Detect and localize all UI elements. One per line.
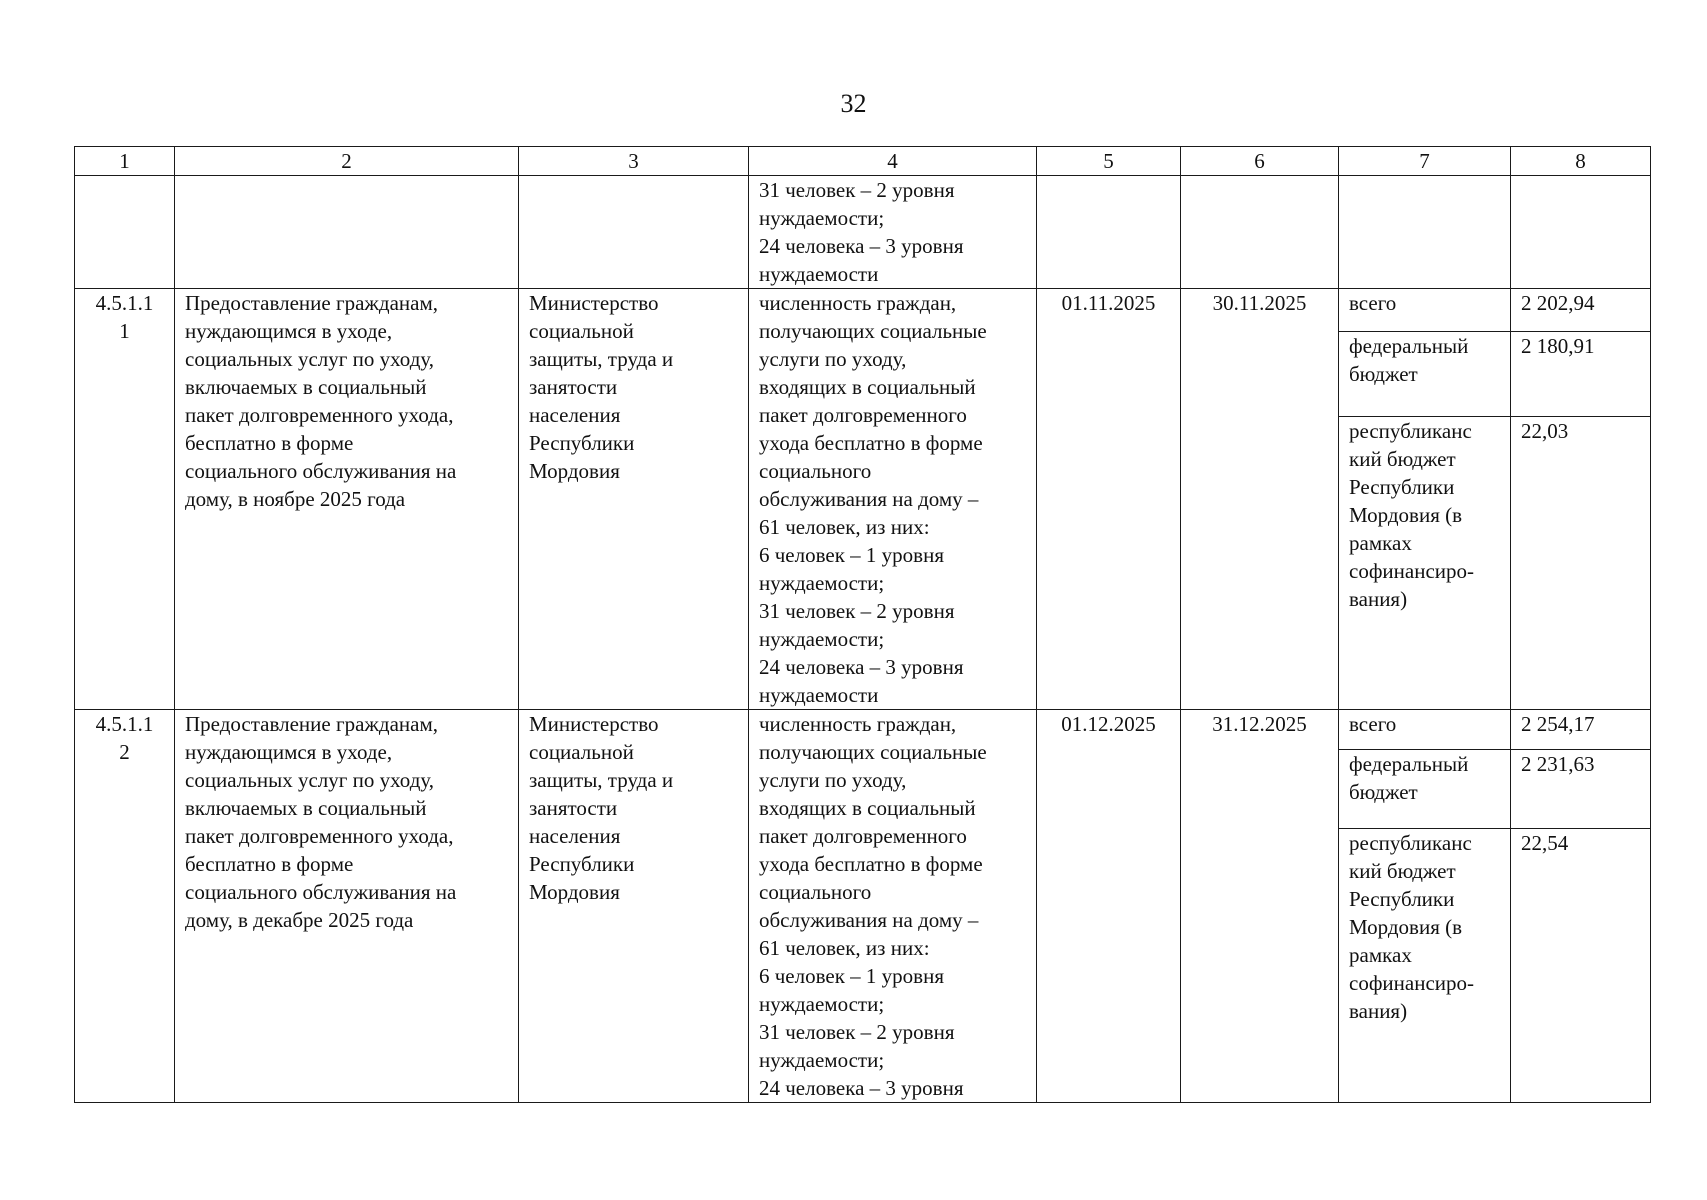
funding-amount-cell: 2 254,17	[1511, 710, 1651, 750]
indicator-cell: численность граждан, получающих социальные услуги по уходу, входящих в социальный пакет долговременного ухода бесплатно в форме социального обслуживания на дому – 61 человек, из них: 6 человек – 1 уровня нуждаемости; 31 человек – 2 уровня нуждаемости; 24 человека – 3 уровня	[749, 710, 1037, 1103]
indicator-cell: 31 человек – 2 уровня нуждаемости; 24 человека – 3 уровня нуждаемости	[749, 176, 1037, 289]
event-cell: Предоставление гражданам, нуждающимся в уходе, социальных услуг по уходу, включаемых в социальный пакет долговременного ухода, бесплатно в форме социального обслуживания на дому, в декабре 2025 года	[175, 710, 519, 1103]
item-number-cell: 4.5.1.1 1	[75, 289, 175, 710]
column-header: 2	[175, 147, 519, 176]
column-header: 5	[1037, 147, 1181, 176]
start-date-cell: 01.11.2025	[1037, 289, 1181, 710]
plan-table	[74, 146, 1651, 1103]
column-header: 3	[519, 147, 749, 176]
item-number-cell: 4.5.1.1 2	[75, 710, 175, 1103]
funding-amount-cell: 2 202,94	[1511, 289, 1651, 332]
event-cell: Предоставление гражданам, нуждающимся в уходе, социальных услуг по уходу, включаемых в социальный пакет долговременного ухода, бесплатно в форме социального обслуживания на дому, в ноябре 2025 года	[175, 289, 519, 710]
indicator-cell: численность граждан, получающих социальные услуги по уходу, входящих в социальный пакет долговременного ухода бесплатно в форме социального обслуживания на дому – 61 человек, из них: 6 человек – 1 уровня нуждаемости; 31 человек – 2 уровня нуждаемости; 24 человека – 3 уровня нуждаемости	[749, 289, 1037, 710]
funding-source-cell: всего	[1339, 710, 1511, 750]
empty-cell	[75, 176, 175, 289]
page-number: 32	[840, 89, 867, 118]
funding-amount-cell: 2 231,63	[1511, 750, 1651, 829]
funding-source-cell: республиканс кий бюджет Республики Мордовия (в рамках софинансиро- вания)	[1339, 416, 1511, 709]
empty-cell	[175, 176, 519, 289]
funding-source-cell: республиканс кий бюджет Республики Мордовия (в рамках софинансиро- вания)	[1339, 829, 1511, 1103]
empty-cell	[1181, 176, 1339, 289]
end-date-cell: 30.11.2025	[1181, 289, 1339, 710]
empty-cell	[519, 176, 749, 289]
column-header: 4	[749, 147, 1037, 176]
column-header: 1	[75, 147, 175, 176]
empty-cell	[1037, 176, 1181, 289]
table-row	[75, 289, 1651, 332]
funding-source-cell: всего	[1339, 289, 1511, 332]
responsible-cell: Министерство социальной защиты, труда и занятости населения Республики Мордовия	[519, 710, 749, 1103]
end-date-cell: 31.12.2025	[1181, 710, 1339, 1103]
column-header: 8	[1511, 147, 1651, 176]
funding-amount-cell: 22,03	[1511, 416, 1651, 709]
funding-source-cell: федеральный бюджет	[1339, 750, 1511, 829]
start-date-cell: 01.12.2025	[1037, 710, 1181, 1103]
table-row	[75, 710, 1651, 750]
funding-amount-cell: 2 180,91	[1511, 332, 1651, 417]
responsible-cell: Министерство социальной защиты, труда и занятости населения Республики Мордовия	[519, 289, 749, 710]
empty-cell	[1511, 176, 1651, 289]
funding-amount-cell: 22,54	[1511, 829, 1651, 1103]
column-header: 6	[1181, 147, 1339, 176]
empty-cell	[1339, 176, 1511, 289]
funding-source-cell: федеральный бюджет	[1339, 332, 1511, 417]
column-header: 7	[1339, 147, 1511, 176]
continuation-row	[75, 176, 1651, 289]
header-row	[75, 147, 1651, 176]
